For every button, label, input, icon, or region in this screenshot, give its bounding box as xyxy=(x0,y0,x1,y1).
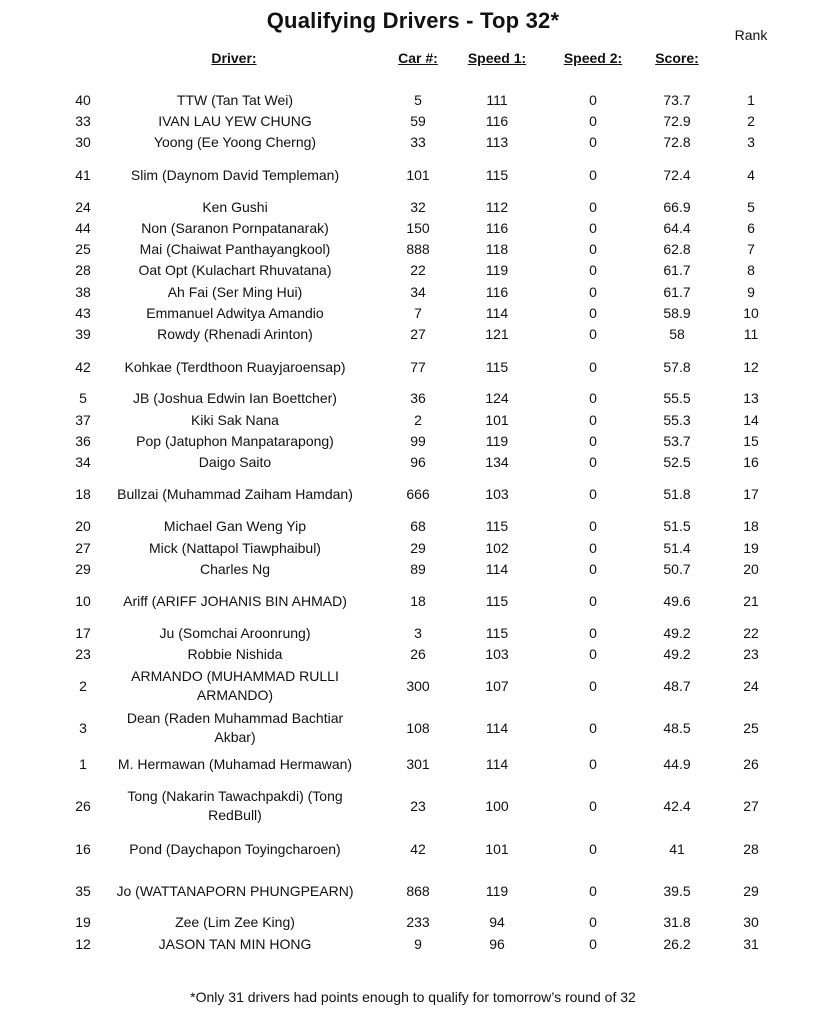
rank-cell: 5 xyxy=(747,198,755,215)
speed1-cell: 114 xyxy=(485,560,509,577)
speed2-cell: 0 xyxy=(589,219,597,236)
score-cell: 64.4 xyxy=(663,219,691,236)
score-cell: 44.9 xyxy=(663,755,691,772)
table-row xyxy=(0,881,826,901)
driver-number-cell: 12 xyxy=(75,935,91,952)
car-number-cell: 868 xyxy=(406,882,430,899)
driver-number-cell: 34 xyxy=(75,453,91,470)
car-number-cell: 22 xyxy=(410,261,426,278)
speed1-cell: 116 xyxy=(485,219,509,236)
rank-cell: 15 xyxy=(743,432,759,449)
speed2-cell: 0 xyxy=(589,882,597,899)
driver-name-cell: Mai (Chaiwat Panthayangkool) xyxy=(139,240,331,257)
driver-name-cell: Charles Ng xyxy=(199,560,271,577)
driver-name-cell: Tong (Nakarin Tawachpakdi) (Tong RedBull) xyxy=(127,788,343,823)
score-cell: 55.3 xyxy=(663,411,691,428)
table-row xyxy=(0,623,826,643)
speed1-cell: 118 xyxy=(485,240,509,257)
speed2-cell: 0 xyxy=(589,755,597,772)
speed2-cell: 0 xyxy=(589,91,597,108)
driver-name-cell: Pond (Daychapon Toyingcharoen) xyxy=(129,840,341,857)
driver-name-cell: Kohkae (Terdthoon Ruayjaroensap) xyxy=(124,358,346,375)
speed2-cell: 0 xyxy=(589,677,597,694)
rank-cell: 22 xyxy=(743,624,759,641)
car-number-cell: 89 xyxy=(410,560,426,577)
score-cell: 42.4 xyxy=(663,797,691,814)
rank-cell: 11 xyxy=(743,325,759,342)
speed2-cell: 0 xyxy=(589,261,597,278)
driver-name-cell: Ah Fai (Ser Ming Hui) xyxy=(167,283,303,300)
car-number-cell: 666 xyxy=(406,485,430,502)
car-number-cell: 36 xyxy=(410,389,426,406)
car-number-cell: 32 xyxy=(410,198,426,215)
table-row xyxy=(0,666,826,706)
car-number-cell: 18 xyxy=(410,592,426,609)
table-row xyxy=(0,452,826,472)
rank-cell: 16 xyxy=(743,453,759,470)
driver-name-cell: JASON TAN MIN HONG xyxy=(158,935,312,952)
speed1-column-header: Speed 1: xyxy=(467,50,527,66)
rank-cell: 29 xyxy=(743,882,759,899)
speed1-cell: 114 xyxy=(485,304,509,321)
driver-name-cell: Kiki Sak Nana xyxy=(191,411,279,428)
speed1-cell: 101 xyxy=(485,840,509,857)
table-row xyxy=(0,484,826,504)
speed2-cell: 0 xyxy=(589,453,597,470)
driver-name-cell: JB (Joshua Edwin Ian Boettcher) xyxy=(133,389,337,406)
table-row xyxy=(0,559,826,579)
driver-name-cell: Dean (Raden Muhammad Bachtiar Akbar) xyxy=(126,710,344,745)
speed1-cell: 134 xyxy=(485,453,509,470)
speed1-cell: 119 xyxy=(485,261,509,278)
rank-cell: 10 xyxy=(743,304,759,321)
driver-name-cell: ARMANDO (MUHAMMAD RULLI ARMANDO) xyxy=(131,668,339,703)
driver-number-cell: 42 xyxy=(75,358,91,375)
table-row xyxy=(0,644,826,664)
table-row xyxy=(0,538,826,558)
car-number-cell: 33 xyxy=(410,133,426,150)
driver-number-cell: 18 xyxy=(75,485,91,502)
driver-name-cell: M. Hermawan (Muhamad Hermawan) xyxy=(117,755,353,772)
speed2-cell: 0 xyxy=(589,133,597,150)
driver-number-cell: 33 xyxy=(75,112,91,129)
driver-number-cell: 35 xyxy=(75,882,91,899)
car-number-cell: 27 xyxy=(410,325,426,342)
score-cell: 73.7 xyxy=(663,91,691,108)
driver-column-header: Driver: xyxy=(211,50,257,66)
rank-cell: 7 xyxy=(747,240,755,257)
driver-number-cell: 40 xyxy=(75,91,91,108)
table-row xyxy=(0,786,826,826)
driver-name-cell: Pop (Jatuphon Manpatarapong) xyxy=(136,432,334,449)
driver-number-cell: 24 xyxy=(75,198,91,215)
driver-number-cell: 19 xyxy=(75,913,91,930)
speed2-cell: 0 xyxy=(589,240,597,257)
speed2-cell: 0 xyxy=(589,432,597,449)
score-cell: 39.5 xyxy=(663,882,691,899)
driver-number-cell: 41 xyxy=(75,166,91,183)
driver-number-cell: 29 xyxy=(75,560,91,577)
driver-number-cell: 20 xyxy=(75,517,91,534)
table-row xyxy=(0,839,826,859)
speed1-cell: 121 xyxy=(485,325,509,342)
speed1-cell: 124 xyxy=(485,389,509,406)
speed1-cell: 103 xyxy=(485,645,509,662)
driver-number-cell: 36 xyxy=(75,432,91,449)
driver-name-cell: IVAN LAU YEW CHUNG xyxy=(158,112,312,129)
rank-cell: 18 xyxy=(743,517,759,534)
speed1-cell: 116 xyxy=(485,112,509,129)
speed2-cell: 0 xyxy=(589,304,597,321)
car-number-cell: 68 xyxy=(410,517,426,534)
speed2-cell: 0 xyxy=(589,198,597,215)
score-cell: 58 xyxy=(669,325,685,342)
car-number-cell: 34 xyxy=(410,283,426,300)
rank-cell: 2 xyxy=(747,112,755,129)
table-row xyxy=(0,132,826,152)
car-number-cell: 29 xyxy=(410,539,426,556)
rank-cell: 14 xyxy=(743,411,759,428)
score-cell: 51.4 xyxy=(663,539,691,556)
score-cell: 72.8 xyxy=(663,133,691,150)
table-row xyxy=(0,410,826,430)
score-cell: 53.7 xyxy=(663,432,691,449)
speed1-cell: 115 xyxy=(485,592,509,609)
score-cell: 57.8 xyxy=(663,358,691,375)
table-row xyxy=(0,388,826,408)
driver-name-cell: Jo (WATTANAPORN PHUNGPEARN) xyxy=(116,882,354,899)
speed1-cell: 111 xyxy=(486,91,508,108)
speed2-cell: 0 xyxy=(589,517,597,534)
speed2-cell: 0 xyxy=(589,624,597,641)
driver-number-cell: 38 xyxy=(75,283,91,300)
driver-name-cell: Ariff (ARIFF JOHANIS BIN AHMAD) xyxy=(123,592,347,609)
speed1-cell: 100 xyxy=(485,797,509,814)
rank-column-header: Rank xyxy=(734,27,768,43)
driver-number-cell: 23 xyxy=(75,645,91,662)
rank-cell: 3 xyxy=(747,133,755,150)
speed2-cell: 0 xyxy=(589,539,597,556)
driver-name-cell: Emmanuel Adwitya Amandio xyxy=(146,304,324,321)
table-row xyxy=(0,218,826,238)
car-column-header: Car #: xyxy=(398,50,438,66)
speed2-cell: 0 xyxy=(589,389,597,406)
speed2-cell: 0 xyxy=(589,283,597,300)
driver-name-cell: Non (Saranon Pornpatanarak) xyxy=(141,219,329,236)
car-number-cell: 301 xyxy=(406,755,430,772)
speed2-cell: 0 xyxy=(589,411,597,428)
speed1-cell: 107 xyxy=(485,677,509,694)
car-number-cell: 5 xyxy=(414,91,422,108)
table-row xyxy=(0,754,826,774)
driver-name-cell: Zee (Lim Zee King) xyxy=(175,913,295,930)
speed1-cell: 119 xyxy=(485,432,509,449)
speed2-cell: 0 xyxy=(589,485,597,502)
car-number-cell: 101 xyxy=(406,166,430,183)
score-cell: 62.8 xyxy=(663,240,691,257)
score-column-header: Score: xyxy=(655,50,699,66)
driver-name-cell: Slim (Daynom David Templeman) xyxy=(130,166,340,183)
rank-cell: 27 xyxy=(743,797,759,814)
car-number-cell: 59 xyxy=(410,112,426,129)
score-cell: 51.5 xyxy=(663,517,691,534)
rank-cell: 9 xyxy=(747,283,755,300)
driver-number-cell: 16 xyxy=(75,840,91,857)
speed2-cell: 0 xyxy=(589,797,597,814)
table-row xyxy=(0,934,826,954)
table-row xyxy=(0,708,826,748)
speed1-cell: 116 xyxy=(485,283,509,300)
rank-cell: 24 xyxy=(743,677,759,694)
speed1-cell: 115 xyxy=(485,624,509,641)
speed1-cell: 94 xyxy=(489,913,505,930)
speed1-cell: 112 xyxy=(485,198,509,215)
page-title: Qualifying Drivers - Top 32* xyxy=(266,8,560,33)
score-cell: 49.6 xyxy=(663,592,691,609)
speed1-cell: 103 xyxy=(485,485,509,502)
rank-cell: 19 xyxy=(743,539,759,556)
score-cell: 48.7 xyxy=(663,677,691,694)
car-number-cell: 99 xyxy=(410,432,426,449)
table-row xyxy=(0,90,826,110)
car-number-cell: 42 xyxy=(410,840,426,857)
rank-cell: 21 xyxy=(743,592,759,609)
table-row xyxy=(0,197,826,217)
score-cell: 61.7 xyxy=(663,283,691,300)
speed2-cell: 0 xyxy=(589,719,597,736)
driver-name-cell: Bullzai (Muhammad Zaiham Hamdan) xyxy=(117,485,353,502)
car-number-cell: 150 xyxy=(406,219,430,236)
speed2-cell: 0 xyxy=(589,325,597,342)
speed1-cell: 101 xyxy=(485,411,509,428)
driver-name-cell: Ken Gushi xyxy=(202,198,268,215)
score-cell: 50.7 xyxy=(663,560,691,577)
driver-number-cell: 26 xyxy=(75,797,91,814)
driver-number-cell: 39 xyxy=(75,325,91,342)
rank-cell: 6 xyxy=(747,219,755,236)
driver-name-cell: Rowdy (Rhenadi Arinton) xyxy=(157,325,313,342)
speed2-column-header: Speed 2: xyxy=(563,50,623,66)
car-number-cell: 96 xyxy=(410,453,426,470)
table-row xyxy=(0,912,826,932)
car-number-cell: 23 xyxy=(410,797,426,814)
score-cell: 66.9 xyxy=(663,198,691,215)
car-number-cell: 233 xyxy=(406,913,430,930)
score-cell: 58.9 xyxy=(663,304,691,321)
speed1-cell: 102 xyxy=(485,539,509,556)
score-cell: 31.8 xyxy=(663,913,691,930)
driver-name-cell: TTW (Tan Tat Wei) xyxy=(176,91,294,108)
table-row xyxy=(0,516,826,536)
rank-cell: 25 xyxy=(743,719,759,736)
speed1-cell: 114 xyxy=(485,719,509,736)
driver-number-cell: 5 xyxy=(79,389,87,406)
car-number-cell: 7 xyxy=(414,304,422,321)
rank-cell: 4 xyxy=(747,166,755,183)
speed2-cell: 0 xyxy=(589,166,597,183)
score-cell: 48.5 xyxy=(663,719,691,736)
speed1-cell: 113 xyxy=(485,133,509,150)
car-number-cell: 300 xyxy=(406,677,430,694)
rank-cell: 12 xyxy=(743,358,759,375)
speed1-cell: 119 xyxy=(485,882,509,899)
score-cell: 26.2 xyxy=(663,935,691,952)
car-number-cell: 9 xyxy=(414,935,422,952)
table-row xyxy=(0,111,826,131)
table-row xyxy=(0,303,826,323)
driver-number-cell: 2 xyxy=(79,677,87,694)
table-row xyxy=(0,324,826,344)
car-number-cell: 3 xyxy=(414,624,422,641)
score-cell: 52.5 xyxy=(663,453,691,470)
driver-number-cell: 3 xyxy=(79,719,87,736)
table-row xyxy=(0,282,826,302)
score-cell: 72.9 xyxy=(663,112,691,129)
driver-number-cell: 10 xyxy=(75,592,91,609)
rank-cell: 13 xyxy=(743,389,759,406)
driver-name-cell: Michael Gan Weng Yip xyxy=(163,517,307,534)
table-row xyxy=(0,239,826,259)
rank-cell: 30 xyxy=(743,913,759,930)
score-cell: 72.4 xyxy=(663,166,691,183)
car-number-cell: 77 xyxy=(410,358,426,375)
driver-number-cell: 43 xyxy=(75,304,91,321)
speed1-cell: 115 xyxy=(485,358,509,375)
driver-name-cell: Yoong (Ee Yoong Cherng) xyxy=(153,133,317,150)
rank-cell: 23 xyxy=(743,645,759,662)
driver-number-cell: 28 xyxy=(75,261,91,278)
speed2-cell: 0 xyxy=(589,592,597,609)
table-row xyxy=(0,165,826,185)
rank-cell: 20 xyxy=(743,560,759,577)
score-cell: 61.7 xyxy=(663,261,691,278)
driver-number-cell: 17 xyxy=(75,624,91,641)
speed2-cell: 0 xyxy=(589,112,597,129)
rank-cell: 31 xyxy=(743,935,759,952)
score-cell: 55.5 xyxy=(663,389,691,406)
table-row xyxy=(0,260,826,280)
speed2-cell: 0 xyxy=(589,935,597,952)
speed2-cell: 0 xyxy=(589,840,597,857)
speed1-cell: 115 xyxy=(485,166,509,183)
driver-number-cell: 27 xyxy=(75,539,91,556)
rank-cell: 26 xyxy=(743,755,759,772)
rank-cell: 28 xyxy=(743,840,759,857)
rank-cell: 17 xyxy=(743,485,759,502)
driver-name-cell: Daigo Saito xyxy=(198,453,272,470)
driver-number-cell: 37 xyxy=(75,411,91,428)
table-row xyxy=(0,357,826,377)
car-number-cell: 2 xyxy=(414,411,422,428)
driver-name-cell: Robbie Nishida xyxy=(187,645,283,662)
driver-name-cell: Mick (Nattapol Tiawphaibul) xyxy=(149,539,321,556)
table-row xyxy=(0,591,826,611)
driver-number-cell: 25 xyxy=(75,240,91,257)
score-cell: 49.2 xyxy=(663,624,691,641)
score-cell: 41 xyxy=(669,840,685,857)
driver-number-cell: 44 xyxy=(75,219,91,236)
driver-number-cell: 30 xyxy=(75,133,91,150)
car-number-cell: 26 xyxy=(410,645,426,662)
car-number-cell: 108 xyxy=(406,719,430,736)
car-number-cell: 888 xyxy=(406,240,430,257)
driver-number-cell: 1 xyxy=(79,755,87,772)
speed1-cell: 115 xyxy=(485,517,509,534)
rank-cell: 8 xyxy=(747,261,755,278)
driver-name-cell: Ju (Somchai Aroonrung) xyxy=(159,624,311,641)
score-cell: 49.2 xyxy=(663,645,691,662)
driver-name-cell: Oat Opt (Kulachart Rhuvatana) xyxy=(138,261,332,278)
speed1-cell: 114 xyxy=(485,755,509,772)
speed1-cell: 96 xyxy=(489,935,505,952)
rank-cell: 1 xyxy=(747,91,755,108)
score-cell: 51.8 xyxy=(663,485,691,502)
speed2-cell: 0 xyxy=(589,560,597,577)
speed2-cell: 0 xyxy=(589,913,597,930)
footnote: *Only 31 drivers had points enough to qualify for tomorrow’s round of 32 xyxy=(190,989,636,1005)
table-row xyxy=(0,431,826,451)
speed2-cell: 0 xyxy=(589,358,597,375)
speed2-cell: 0 xyxy=(589,645,597,662)
